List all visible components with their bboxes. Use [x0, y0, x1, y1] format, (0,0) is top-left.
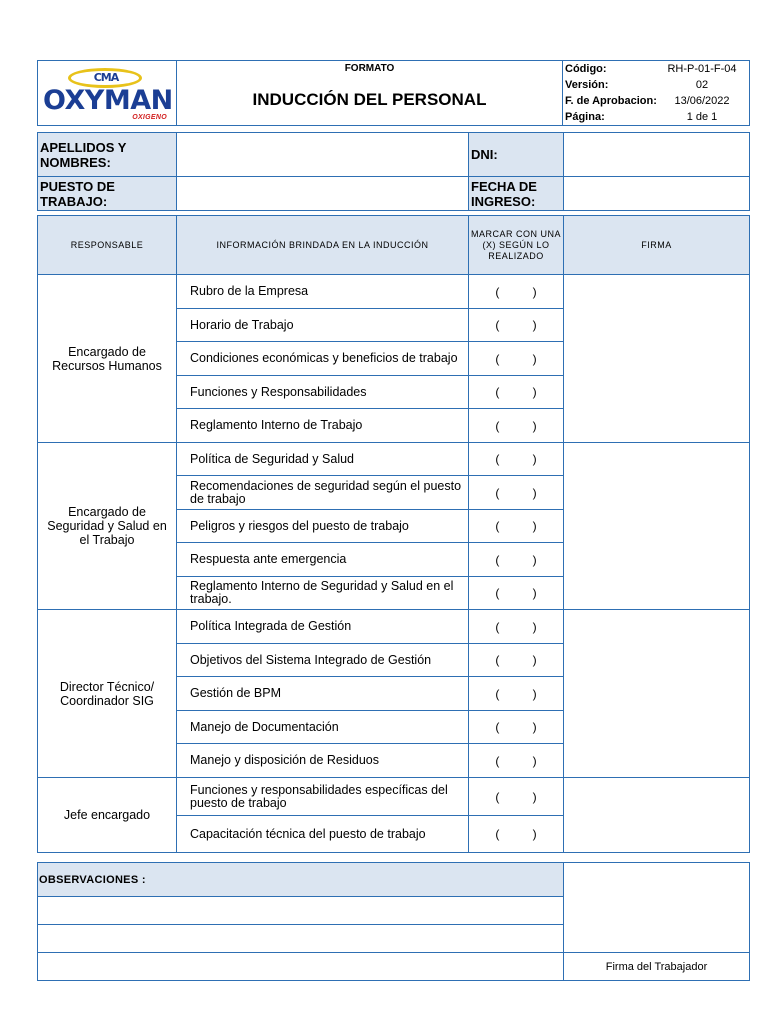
dni-field[interactable]: [564, 133, 750, 177]
document-header: [37, 60, 750, 126]
personal-info-table: [37, 132, 750, 211]
header-signature: FIRMA: [564, 216, 750, 275]
table-row: [38, 275, 750, 309]
date-field[interactable]: [564, 177, 750, 211]
worker-signature-label: Firma del Trabajador: [564, 953, 750, 981]
responsible-cell: Encargado de Seguridad y Salud en el Trabajo: [38, 443, 177, 610]
mark-checkbox[interactable]: ( ): [469, 610, 564, 644]
info-item: Gestión de BPM: [177, 677, 469, 711]
info-item: Funciones y responsabilidades específicas del puesto de trabajo: [177, 778, 469, 816]
dni-label: DNI:: [469, 133, 564, 177]
meta-page: [565, 109, 747, 125]
header-mark: MARCAR CON UNA (X) SEGÚN LO REALIZADO: [469, 216, 564, 275]
info-item: Objetivos del Sistema Integrado de Gestión: [177, 644, 469, 677]
name-label: APELLIDOS Y NOMBRES:: [38, 133, 177, 177]
document-meta: [563, 61, 750, 126]
mark-checkbox[interactable]: ( ): [469, 342, 564, 376]
info-item: Condiciones económicas y beneficios de trabajo: [177, 342, 469, 376]
info-item: Política Integrada de Gestión: [177, 610, 469, 644]
table-row: [38, 610, 750, 644]
signature-cell[interactable]: [564, 443, 750, 610]
responsible-cell: Director Técnico/ Coordinador SIG: [38, 610, 177, 778]
mark-checkbox[interactable]: ( ): [469, 443, 564, 476]
meta-label: Página:: [565, 111, 605, 123]
info-item: Manejo y disposición de Residuos: [177, 744, 469, 778]
info-item: Respuesta ante emergencia: [177, 543, 469, 577]
logo-brand: OXYMAN: [43, 85, 173, 116]
signature-cell[interactable]: [564, 610, 750, 778]
induction-table: [37, 215, 750, 853]
table-row: [38, 778, 750, 816]
meta-label: Código:: [565, 63, 607, 75]
mark-checkbox[interactable]: ( ): [469, 543, 564, 577]
info-item: Horario de Trabajo: [177, 309, 469, 342]
mark-checkbox[interactable]: ( ): [469, 409, 564, 443]
info-item: Reglamento Interno de Seguridad y Salud en el trabajo.: [177, 577, 469, 610]
meta-code: [565, 61, 747, 77]
meta-approval-date: [565, 93, 747, 109]
observations-line[interactable]: [38, 925, 564, 953]
info-item: Manejo de Documentación: [177, 711, 469, 744]
responsible-cell: Encargado de Recursos Humanos: [38, 275, 177, 443]
meta-label: Versión:: [565, 79, 609, 91]
meta-value: 02: [695, 79, 709, 91]
job-label: PUESTO DE TRABAJO:: [38, 177, 177, 211]
name-field[interactable]: [177, 133, 469, 177]
job-field[interactable]: [177, 177, 469, 211]
mark-checkbox[interactable]: ( ): [469, 778, 564, 816]
info-item: Peligros y riesgos del puesto de trabajo: [177, 510, 469, 543]
format-label: FORMATO: [344, 63, 395, 74]
info-item: Reglamento Interno de Trabajo: [177, 409, 469, 443]
mark-checkbox[interactable]: ( ): [469, 309, 564, 342]
document-title: INDUCCIÓN DEL PERSONAL: [252, 90, 487, 109]
meta-value: 1 de 1: [686, 111, 718, 123]
mark-checkbox[interactable]: ( ): [469, 376, 564, 409]
meta-version: [565, 77, 747, 93]
mark-checkbox[interactable]: ( ): [469, 275, 564, 309]
logo-subtitle: OXIGENO: [132, 114, 167, 121]
signature-cell[interactable]: [564, 275, 750, 443]
info-item: Capacitación técnica del puesto de trabajo: [177, 816, 469, 853]
worker-signature-area[interactable]: [564, 863, 750, 953]
observations-line[interactable]: [38, 897, 564, 925]
mark-checkbox[interactable]: ( ): [469, 816, 564, 853]
mark-checkbox[interactable]: ( ): [469, 711, 564, 744]
mark-checkbox[interactable]: ( ): [469, 744, 564, 778]
info-item: Rubro de la Empresa: [177, 275, 469, 309]
signature-cell[interactable]: [564, 778, 750, 853]
info-item: Recomendaciones de seguridad según el puesto de trabajo: [177, 476, 469, 510]
mark-checkbox[interactable]: ( ): [469, 677, 564, 711]
observations-line[interactable]: [38, 953, 564, 981]
mark-checkbox[interactable]: ( ): [469, 476, 564, 510]
meta-value: RH-P-01-F-04: [667, 63, 737, 75]
responsible-cell: Jefe encargado: [38, 778, 177, 853]
mark-checkbox[interactable]: ( ): [469, 577, 564, 610]
mark-checkbox[interactable]: ( ): [469, 510, 564, 543]
meta-value: 13/06/2022: [674, 95, 730, 107]
logo-mark: CMA: [93, 71, 119, 84]
observations-label: OBSERVACIONES :: [38, 863, 564, 897]
observations-table: [37, 862, 750, 981]
table-row: [38, 443, 750, 476]
mark-checkbox[interactable]: ( ): [469, 644, 564, 677]
info-item: Política de Seguridad y Salud: [177, 443, 469, 476]
title-block: [177, 61, 563, 126]
header-responsible: RESPONSABLE: [38, 216, 177, 275]
date-label: FECHA DE INGRESO:: [469, 177, 564, 211]
header-information: INFORMACIÓN BRINDADA EN LA INDUCCIÓN: [177, 216, 469, 275]
meta-label: F. de Aprobacion:: [565, 95, 657, 107]
company-logo: [38, 61, 177, 126]
info-item: Funciones y Responsabilidades: [177, 376, 469, 409]
